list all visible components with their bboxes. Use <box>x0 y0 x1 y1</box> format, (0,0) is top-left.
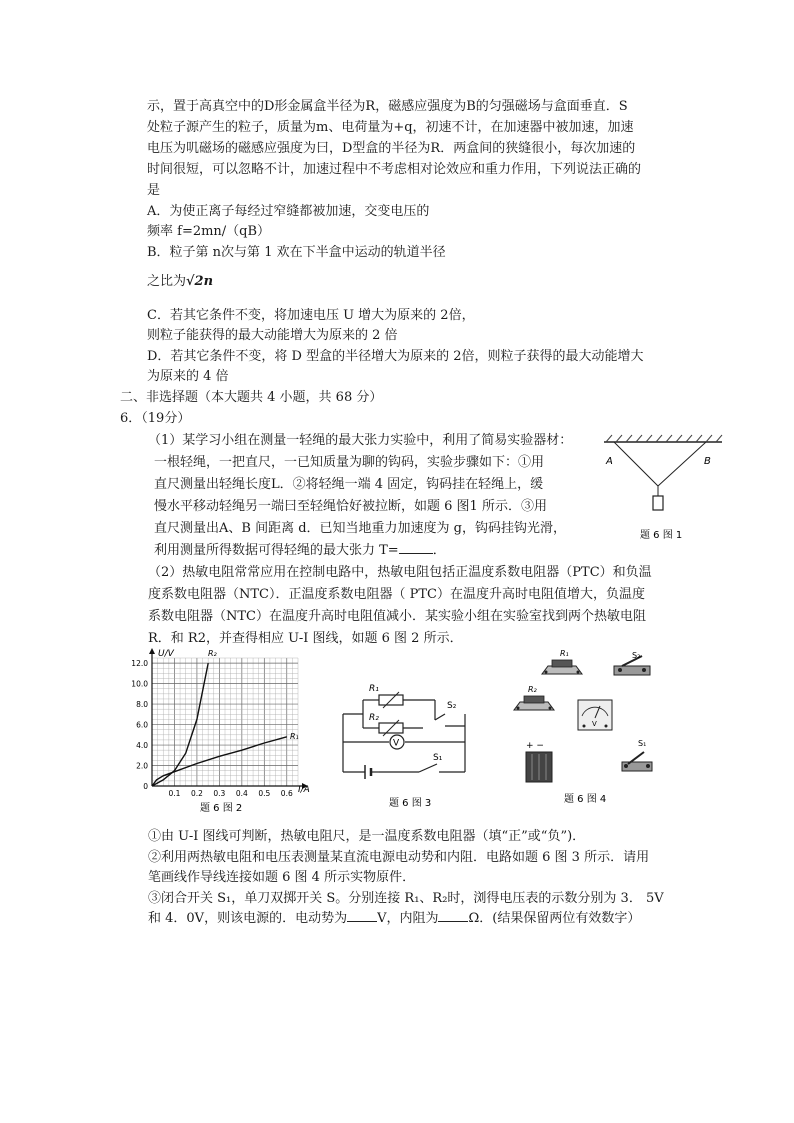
q6-part1-line-4: 慢水平移动轻绳另一端曰至轻绳恰好被拉断，如题 6 图1 所示．③用 <box>154 499 547 514</box>
q6-header: 6．（19分） <box>120 411 191 426</box>
q6-part1-line-5: 直尺测量出A、B 间距离 d．已知当地重力加速度为 g，钩码挂钩光滑， <box>154 521 566 536</box>
rope-left <box>614 442 658 486</box>
label-s1-component: S₁ <box>638 739 647 748</box>
label-a: A <box>606 456 613 467</box>
y-tick-label: 12.0 <box>131 659 148 669</box>
q6-part1-line-6 <box>154 541 446 561</box>
sqrt-2n: √2n <box>186 274 214 289</box>
q6-sub3-line-1: ③闭合开关 S₁，单刀双掷开关 S。分别连接 R₁、R₂时，浏得电压表的示数分别为 3． 5V <box>148 891 664 906</box>
label-s2-component: S₂ <box>632 651 641 660</box>
component-r1 <box>542 660 582 674</box>
q6-part2-line-2: 度系数电阻器（NTC）．正温度系数电阻器（ PTC）在温度升高时电阻值增大，负温度 <box>148 587 645 602</box>
q6-sub3-text-c: Ω．(结果保留两位有效数字） <box>468 911 641 926</box>
q5-line-1: 示，置于高真空中的D形金属盒半径为R，磁感应强度为B的匀强磁场与盒面垂直．S <box>147 99 628 114</box>
option-b-text: 之比为 <box>147 274 187 289</box>
q5-line-3: 电压为叽磁场的磁感应强度为曰，D型盒的半径为R．两盒间的狭缝很小，每次加速的 <box>147 141 636 156</box>
component-s1-switch <box>622 752 652 771</box>
label-r1: R₁ <box>369 684 379 694</box>
chart-grid <box>152 658 298 786</box>
q6-part1-line-2: 一根轻绳，一把直尺，一已知质量为聊的钩码，实验步骤如下：①用 <box>154 455 545 470</box>
x-tick-label: 0.1 <box>168 789 181 798</box>
q6-sub3-text-a: 和 4．0V，则该电源的．电动势为 <box>148 911 348 926</box>
series-label-r1: R₁ <box>290 732 299 741</box>
battery-polarity-label: + − <box>526 741 544 751</box>
component-voltmeter <box>578 700 612 730</box>
y-tick-label: 6.0 <box>136 720 148 730</box>
q6-sub3-text-b: V，内阻为 <box>377 911 439 926</box>
q6-part1-end: ． <box>432 543 446 558</box>
component-r2 <box>514 696 554 710</box>
x-tick-label: 0.4 <box>235 789 248 798</box>
q6-sub2-line-2: 笔画线作导线连接如题 6 图 4 所示实物原件． <box>148 870 416 885</box>
y-tick-label: 0 <box>143 782 148 791</box>
option-b-line-2 <box>147 272 213 292</box>
series-label-r2: R₂ <box>208 649 217 658</box>
option-c-line-2: 则粒子能获得的最大动能增大为原来的 2 倍 <box>147 328 398 343</box>
q6-sub1: ①由 U-I 图线可判断，热敏电阻尺，是一温度系数电阻器（填“正”或“负”)． <box>148 829 586 844</box>
option-d-line-1: D．若其它条件不变，将 D 型盒的半径增大为原来的 2倍，则粒子获得的最大动能增大 <box>147 349 644 364</box>
figure-6-1 <box>600 430 730 545</box>
y-axis-arrow <box>149 648 155 654</box>
y-tick-label: 2.0 <box>136 761 148 771</box>
component-battery <box>526 752 552 782</box>
q6-sub3-line-2 <box>148 909 640 929</box>
q6-part1-text: 利用测量所得数据可得轻绳的最大张力 T= <box>154 543 399 558</box>
fig4-caption: 题 6 图 4 <box>564 794 607 805</box>
section-heading: 二、非选择题（本大题共 4 小题，共 68 分） <box>120 390 383 405</box>
ceiling-hatch <box>606 435 722 442</box>
x-tick-label: 0.5 <box>258 789 271 798</box>
label-r2: R₂ <box>369 713 379 723</box>
q5-line-5: 是 <box>147 183 161 198</box>
label-r1-component: R₁ <box>560 649 569 658</box>
voltmeter-face-label: V <box>592 720 597 728</box>
rope-right <box>658 442 706 486</box>
q5-line-4: 时间很短，可以忽略不计，加速过程中不考虑相对论效应和重力作用，下列说法正确的 <box>147 162 642 177</box>
label-b: B <box>704 456 711 467</box>
figure-6-4-components <box>510 648 670 808</box>
q6-part2-line-3: 系数电阻器（NTC）在温度升高时电阻值减小．某实验小组在实验室找到两个热敏电阻 <box>148 609 646 624</box>
x-tick-label: 0.3 <box>213 789 226 798</box>
x-axis-label: I/A <box>298 785 310 795</box>
voltmeter-label: V <box>393 738 400 749</box>
fig2-caption: 题 6 图 2 <box>200 803 243 814</box>
label-s2: S₂ <box>447 701 457 711</box>
x-tick-labels <box>168 789 292 798</box>
q6-part1-line-3: 直尺测量出轻绳长度L．②将轻绳一端 4 固定，钩码挂在轻绳上，缓 <box>154 477 544 492</box>
answer-blank-resistance[interactable] <box>438 909 468 922</box>
option-a-line-1: A．为使正离子每经过窄缝都被加速，交变电压的 <box>147 204 430 219</box>
y-tick-label: 8.0 <box>136 700 148 710</box>
y-tick-label: 4.0 <box>136 741 148 751</box>
x-tick-label: 0.2 <box>190 789 203 798</box>
q6-part2-line-4: R．和 R2，并查得相应 U-I 图线，如题 6 图 2 所示． <box>148 631 463 646</box>
answer-blank-tension[interactable] <box>399 541 433 554</box>
y-tick-labels <box>131 659 148 791</box>
fig1-caption: 题 6 图 1 <box>640 530 683 541</box>
weight-block <box>653 496 663 510</box>
y-axis-label: U/V <box>158 649 174 659</box>
label-r2-component: R₂ <box>528 685 537 694</box>
q6-part2-line-1: （2）热敏电阻常常应用在控制电路中，热敏电阻包括正温度系数电阻器（PTC）和负温 <box>148 565 652 580</box>
answer-blank-emf[interactable] <box>347 909 377 922</box>
chart-axes <box>149 648 308 789</box>
option-d-line-2: 为原来的 4 倍 <box>147 369 229 384</box>
option-b-line-1: B．粒子第 n次与第 1 欢在下半盒中运动的轨道半径 <box>147 245 446 260</box>
q6-sub2-line-1: ②利用两热敏电阻和电压表测量某直流电源电动势和内阻．电路如题 6 图 3 所示．请用 <box>148 850 650 865</box>
option-c-line-1: C．若其它条件不变，将加速电压 U 增大为原来的 2倍， <box>147 308 475 323</box>
fig3-caption: 题 6 图 3 <box>389 798 432 809</box>
q6-part1-line-1: （1）某学习小组在测量一轻绳的最大张力实验中，利用了简易实验器材： <box>148 433 573 448</box>
q5-line-2: 处粒子源产生的粒子，质量为m、电荷量为+q，初速不计，在加速器中被加速，加速 <box>147 120 634 135</box>
label-s1: S₁ <box>433 753 443 763</box>
x-tick-label: 0.6 <box>280 789 293 798</box>
y-tick-label: 10.0 <box>131 679 148 689</box>
figure-6-2-chart <box>118 646 308 816</box>
figure-6-3-circuit <box>335 680 475 812</box>
option-a-line-2: 频率 f=2mn/（qB） <box>147 224 271 239</box>
